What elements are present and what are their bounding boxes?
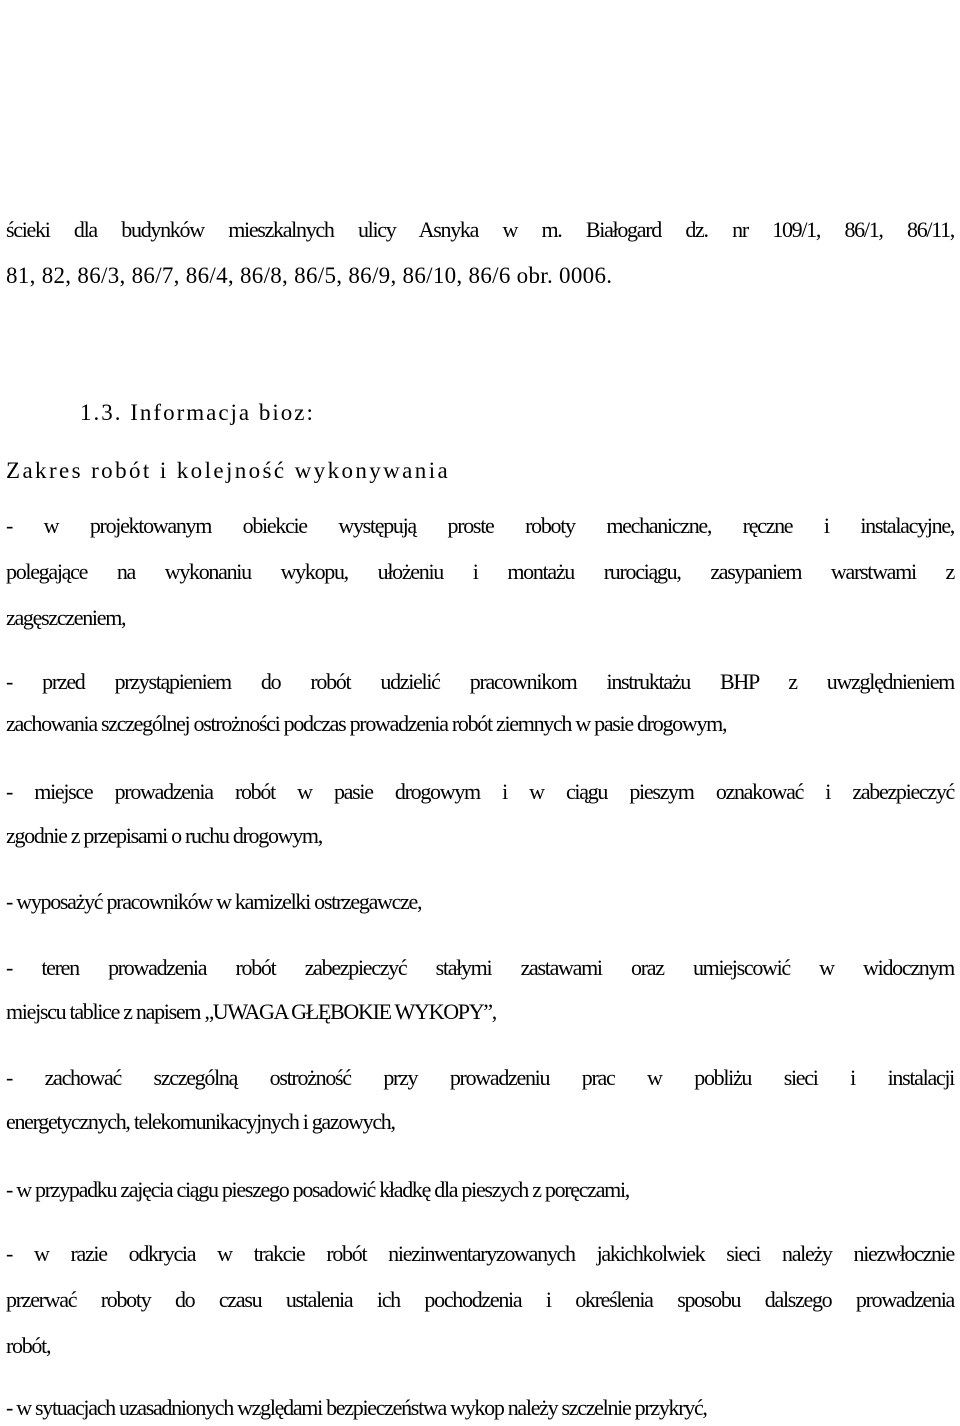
company-address [0, 20, 960, 43]
bullet-item-2-line-1: - przed przystąpieniem do robót udzielić pracownikom instruktażu BHP z uwzględnieniem [6, 669, 954, 694]
bullet-item-8-line-2: przerwać roboty do czasu ustalenia ich pochodzenia i określenia sposobu dalszego prowadzenia [6, 1287, 954, 1312]
bullet-item-2-line-2: zachowania szczególnej ostrożności podczas prowadzenia robót ziemnych w pasie drogowym, [6, 711, 727, 736]
bullet-item-4-line-1: - wyposażyć pracowników w kamizelki ostrzegawcze, [6, 889, 422, 914]
bullet-item-5-line-1: - teren prowadzenia robót zabezpieczyć stałymi zastawami oraz umiejscowić w widocznym [6, 955, 954, 980]
bullet-item-3-line-2: zgodnie z przepisami o ruchu drogowym, [6, 823, 322, 848]
bullet-item-8-line-3: robót, [6, 1333, 51, 1358]
bullet-item-1-line-2: polegające na wykonaniu wykopu, ułożeniu i montażu rurociągu, zasypaniem warstwami z [6, 559, 954, 584]
bullet-item-3-line-1: - miejsce prowadzenia robót w pasie drogowym i w ciągu pieszym oznakować i zabezpieczyć [6, 779, 954, 804]
intro-line-2: 81, 82, 86/3, 86/7, 86/4, 86/8, 86/5, 86/9, 86/10, 86/6 obr. 0006. [6, 263, 613, 288]
bullet-item-1-line-3: zagęszczeniem, [6, 605, 126, 630]
bullet-item-6-line-1: - zachować szczególną ostrożność przy prowadzeniu prac w pobliżu sieci i instalacji [6, 1065, 954, 1090]
bullet-item-8-line-1: - w razie odkrycia w trakcie robót niezinwentaryzowanych jakichkolwiek sieci należy niezwłocznie [6, 1241, 954, 1266]
intro-line-1: ścieki dla budynków mieszkalnych ulicy Asnyka w m. Białogard dz. nr 109/1, 86/1, 86/11, [6, 217, 954, 242]
section-heading: 1.3. Informacja bioz: [80, 400, 315, 425]
bullet-item-6-line-2: energetycznych, telekomunikacyjnych i gazowych, [6, 1109, 395, 1134]
section-subheading: Zakres robót i kolejność wykonywania [6, 458, 451, 483]
bullet-item-1-line-1: - w projektowanym obiekcie występują proste roboty mechaniczne, ręczne i instalacyjne, [6, 513, 954, 538]
company-contact [0, 136, 960, 159]
company-registration [0, 66, 960, 89]
bullet-item-5-line-2: miejscu tablice z napisem „UWAGA GŁĘBOKIE WYKOPY”, [6, 999, 496, 1024]
bullet-item-9-line-1: - w sytuacjach uzasadnionych względami bezpieczeństwa wykop należy szczelnie przykryć, [6, 1395, 707, 1420]
company-registration-continued [0, 89, 960, 112]
bullet-item-7-line-1: - w przypadku zajęcia ciągu pieszego posadowić kładkę dla pieszych z poręczami, [6, 1177, 629, 1202]
